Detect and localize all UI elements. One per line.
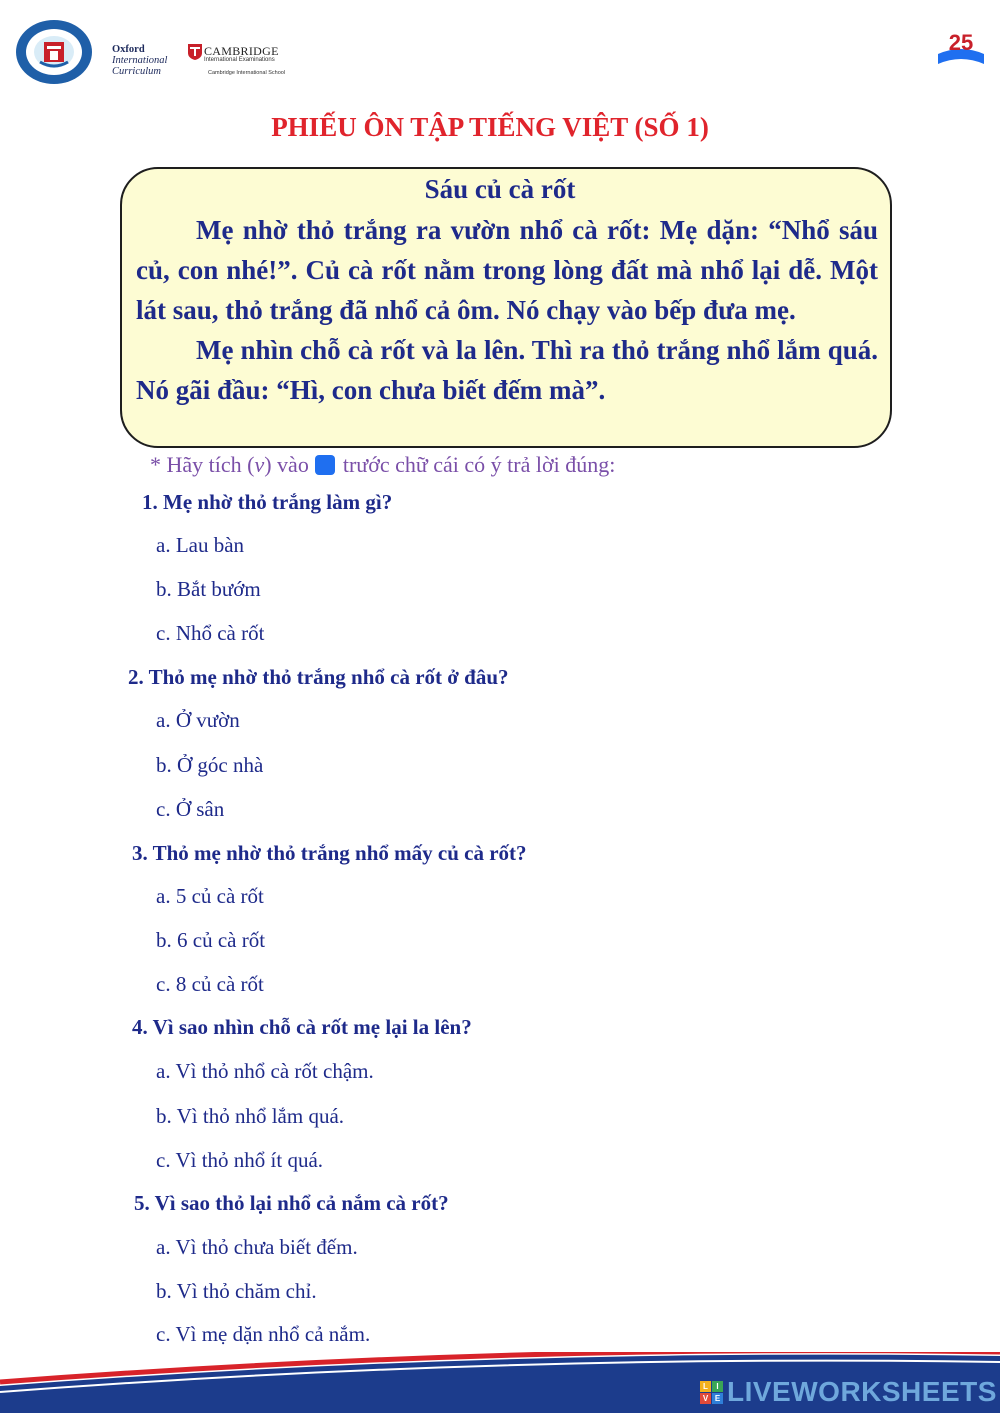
answer-option[interactable]: b. Vì thỏ chăm chỉ.: [156, 1279, 317, 1303]
oxford-line-2: International: [112, 55, 168, 66]
instruction-after: trước chữ cái có ý trả lời đúng:: [342, 452, 616, 477]
answer-option[interactable]: a. Vì thỏ chưa biết đếm.: [156, 1235, 358, 1259]
badge-letter: V: [700, 1393, 711, 1404]
liveworksheets-badge-icon: [700, 1381, 723, 1404]
story-text: [136, 210, 878, 410]
oxford-line-1: Oxford: [112, 44, 145, 55]
answer-option[interactable]: b. Ở góc nhà: [156, 753, 264, 777]
cambridge-school: Cambridge International School: [208, 70, 286, 76]
answer-option[interactable]: c. Ở sân: [156, 797, 225, 821]
cambridge-name: CAMBRIDGE: [204, 44, 279, 58]
story-paragraph: Mẹ nhìn chỗ cà rốt và la lên. Thì ra thỏ trắng nhổ lắm quá. Nó gãi đầu: “Hì, con chưa biết đếm mà”.: [136, 335, 878, 405]
anniversary-number: 25: [948, 30, 974, 55]
story-paragraph: Mẹ nhờ thỏ trắng ra vườn nhổ cà rốt: Mẹ dặn: “Nhổ sáu củ, con nhé!”. Củ cà rốt nằm trong lòng đất mà nhổ lại dễ. Một lát sau, thỏ trắng đã nhổ cả ôm. Nó chạy vào bếp đưa mẹ.: [136, 215, 878, 325]
answer-option[interactable]: c. Vì thỏ nhổ ít quá.: [156, 1148, 324, 1172]
instruction: [150, 452, 615, 478]
school-logo: [14, 18, 94, 86]
badge-letter: E: [712, 1393, 723, 1404]
answer-option[interactable]: c. Vì mẹ dặn nhổ cả nắm.: [156, 1322, 371, 1346]
oxford-line-3: Curriculum: [112, 66, 162, 77]
question-2: 2. Thỏ mẹ nhờ thỏ trắng nhổ cà rốt ở đâu?: [128, 665, 509, 689]
page-title: PHIẾU ÔN TẬP TIẾNG VIỆT (SỐ 1): [271, 112, 709, 142]
cambridge-subtitle: International Examinations: [204, 57, 275, 63]
answer-option[interactable]: a. Vì thỏ nhổ cà rốt chậm.: [156, 1059, 374, 1083]
liveworksheets-text: LIVEWORKSHEETS: [727, 1376, 997, 1407]
answer-option[interactable]: c. 8 củ cà rốt: [156, 972, 264, 996]
instruction-before: * Hãy tích (: [150, 452, 255, 477]
question-1: 1. Mẹ nhờ thỏ trắng làm gì?: [142, 490, 393, 514]
answer-option[interactable]: b. Bắt bướm: [156, 577, 261, 601]
answer-option[interactable]: a. Ở vườn: [156, 708, 240, 732]
answer-option[interactable]: b. Vì thỏ nhổ lắm quá.: [156, 1104, 345, 1128]
story-title: Sáu củ cà rốt: [424, 174, 576, 204]
badge-letter: L: [700, 1381, 711, 1392]
answer-option[interactable]: c. Nhổ cà rốt: [156, 621, 265, 645]
oxford-logo: [112, 44, 167, 77]
checkbox-icon: [315, 455, 335, 475]
anniversary-logo: [934, 24, 988, 72]
question-4: 4. Vì sao nhìn chỗ cà rốt mẹ lại la lên?: [132, 1015, 472, 1039]
instruction-middle: ) vào: [264, 452, 309, 477]
answer-option[interactable]: b. 6 củ cà rốt: [156, 928, 266, 952]
instruction-v: v: [254, 452, 265, 477]
liveworksheets-watermark: [700, 1376, 997, 1408]
question-3: 3. Thỏ mẹ nhờ thỏ trắng nhổ mấy củ cà rốt?: [132, 841, 527, 865]
answer-option[interactable]: a. 5 củ cà rốt: [156, 884, 264, 908]
badge-letter: I: [712, 1381, 723, 1392]
answer-option[interactable]: a. Lau bàn: [156, 533, 245, 557]
cambridge-shield-icon: [188, 44, 202, 60]
question-5: 5. Vì sao thỏ lại nhổ cả nắm cà rốt?: [134, 1191, 449, 1215]
